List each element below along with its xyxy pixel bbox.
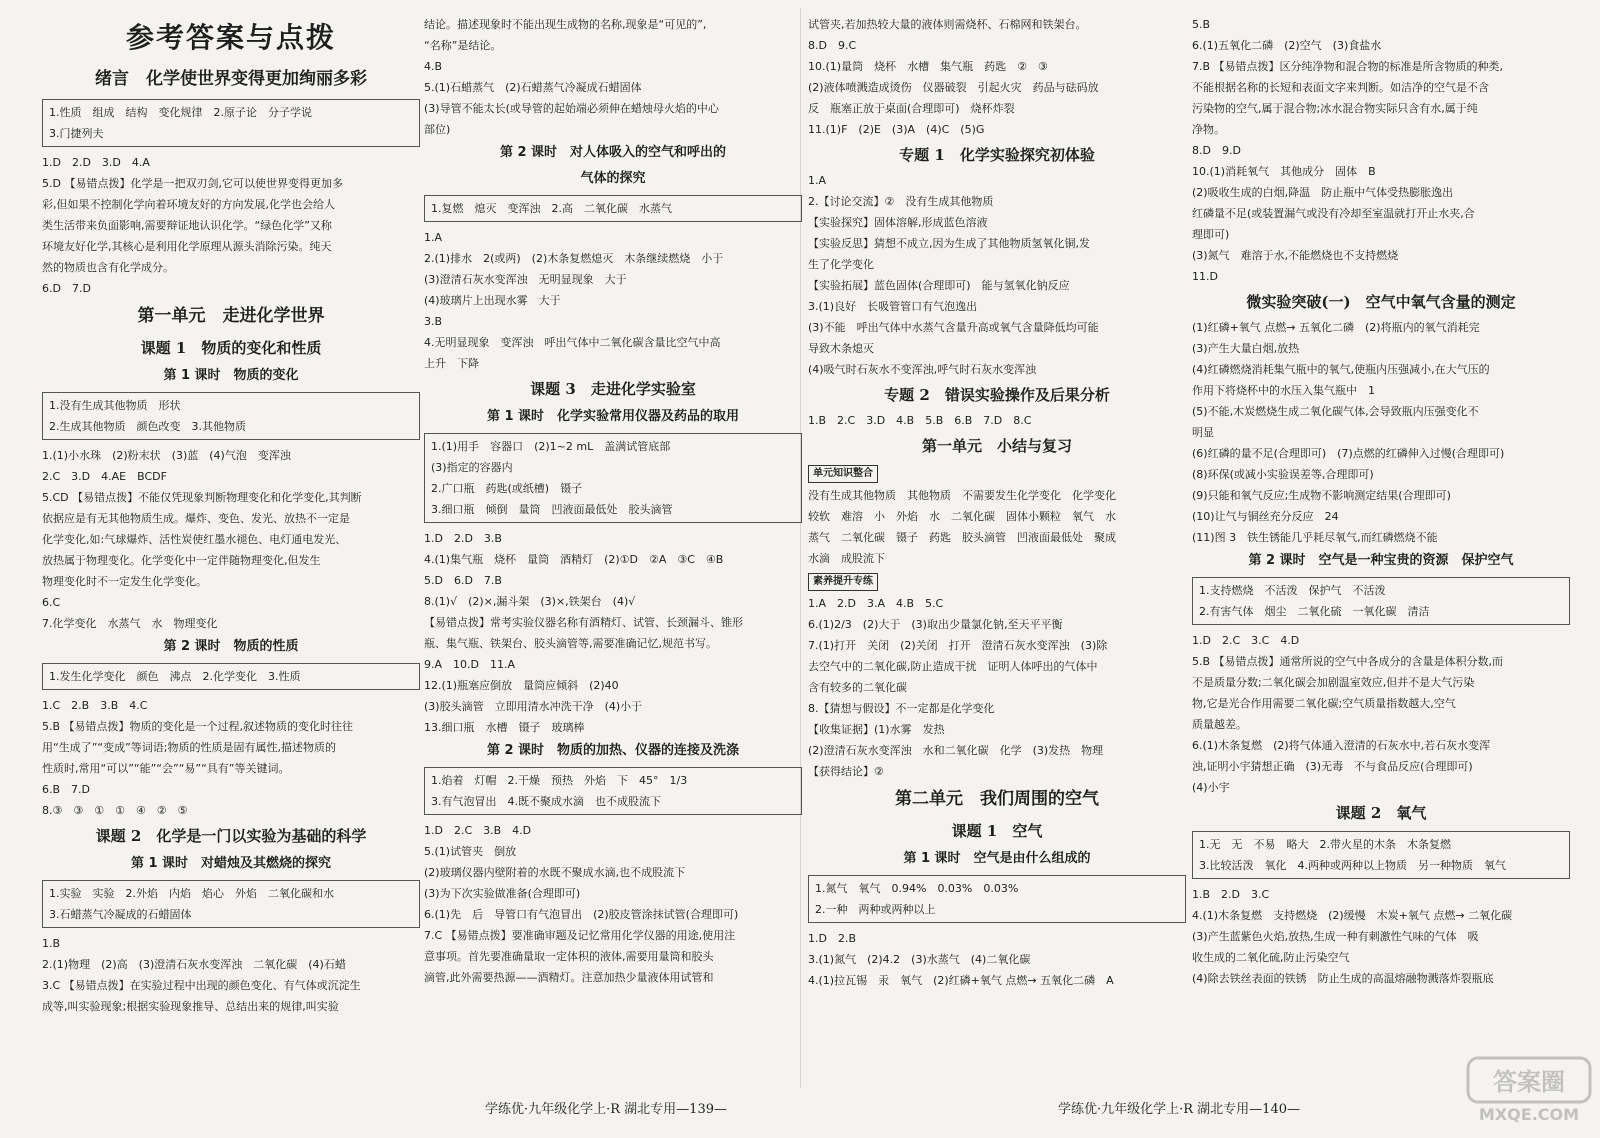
heading-topic-2-2: 课题 2 氧气 xyxy=(1335,804,1427,822)
heading-lesson-5: 第 1 课时 化学实验常用仪器及药品的取用 xyxy=(486,409,740,424)
text-line: 4.(1)木条复燃 支持燃烧 (2)缓慢 木炭+氧气 点燃→ 二氧化碳 xyxy=(1192,909,1513,922)
text-line: 5.B 【易错点拨】通常所说的空气中各成分的含量是体积分数,而 xyxy=(1192,655,1504,668)
answers-block xyxy=(1192,14,1570,287)
text-line: 10.(1)量筒 烧杯 水槽 集气瓶 药匙 ② ③ xyxy=(808,60,1048,73)
text-line: 8.③ ③ ① ① ④ ② ⑤ xyxy=(42,804,188,817)
text-line: 3.(1)良好 长吸管管口有气泡逸出 xyxy=(808,300,978,313)
text-line: 瓶、集气瓶、铁架台、胶头滴管等,需要准确记忆,规范书写。 xyxy=(424,637,717,650)
heading-topic-3: 课题 3 走进化学实验室 xyxy=(530,380,696,398)
text-line: 6.(1)先 后 导管口有气泡冒出 (2)胶皮管涂抹试管(合理即可) xyxy=(424,908,739,921)
text-line: 1.(1)用手 容器口 (2)1~2 mL 盖满试管底部 xyxy=(431,440,671,453)
text-line: 6.B 7.D xyxy=(42,783,91,796)
text-line: (3)为下次实验做准备(合理即可) xyxy=(424,887,581,900)
text-line: (8)环保(或减小实验误差等,合理即可) xyxy=(1192,468,1374,481)
text-line: 试管夹,若加热较大量的液体则需烧杯、石棉网和铁架台。 xyxy=(808,18,1087,31)
text-line: 1.D 2.D 3.D 4.A xyxy=(42,156,150,169)
text-line: 6.(1)木条复燃 (2)将气体通入澄清的石灰水中,若石灰水变浑 xyxy=(1192,739,1491,752)
text-line: 8.D 9.D xyxy=(1192,144,1241,157)
text-line: (3)氮气 难溶于水,不能燃烧也不支持燃烧 xyxy=(1192,249,1399,262)
text-line: 性质时,常用“可以”“能”“会”“易”“具有”等关键词。 xyxy=(42,762,290,775)
text-line: 4.B xyxy=(424,60,443,73)
text-line: 1.B xyxy=(42,937,61,950)
text-line: (3)产生大量白烟,放热 xyxy=(1192,342,1300,355)
text-line: 2.一种 两种或两种以上 xyxy=(815,903,936,916)
text-line: 导致木条熄灭 xyxy=(808,342,874,355)
heading-unit-1: 第一单元 走进化学世界 xyxy=(137,306,325,326)
text-line: 彩,但如果不控制化学向着环境友好的方向发展,化学也会给人 xyxy=(42,198,335,211)
text-line: (4)吸气时石灰水不变浑浊,呼气时石灰水变浑浊 xyxy=(808,363,1037,376)
text-line: 3.C 【易错点拨】在实验过程中出现的颜色变化、有气体或沉淀生 xyxy=(42,979,361,992)
text-line: (9)只能和氧气反应;生成物不影响测定结果(合理即可) xyxy=(1192,489,1451,502)
text-line: 1.支持燃烧 不活泼 保护气 不活泼 xyxy=(1199,584,1386,597)
text-line: 2.广口瓶 药匙(或纸槽) 镊子 xyxy=(431,482,583,495)
text-line: 6.(1)2/3 (2)大于 (3)取出少量氯化钠,至天平平衡 xyxy=(808,618,1063,631)
text-line: 【收集证据】(1)水雾 发热 xyxy=(808,723,945,736)
answers-block xyxy=(808,410,1186,431)
text-line: 1.A xyxy=(808,174,827,187)
text-line: 5.B xyxy=(1192,18,1211,31)
text-line: 1.焰着 灯帽 2.干燥 预热 外焰 下 45° 1/3 xyxy=(431,774,688,787)
answers-block xyxy=(424,820,802,988)
text-line: 3.B xyxy=(424,315,443,328)
text-line: 7.化学变化 水蒸气 水 物理变化 xyxy=(42,617,218,630)
section-tag: 素养提升专练 xyxy=(808,573,878,591)
text-line: 3.(1)氮气 (2)4.2 (3)水蒸气 (4)二氧化碳 xyxy=(808,953,1031,966)
text-line: 收生成的二氧化硫,防止污染空气 xyxy=(1192,951,1350,964)
heading-lesson-3: 第 1 课时 对蜡烛及其燃烧的探究 xyxy=(130,856,332,871)
answers-block xyxy=(808,170,1186,380)
text-line: 2.【讨论交流】② 没有生成其他物质 xyxy=(808,195,994,208)
text-line: 1.无 无 不易 略大 2.带火星的木条 木条复燃 xyxy=(1199,838,1451,851)
text-line: (3)胶头滴管 立即用清水冲洗干净 (4)小于 xyxy=(424,700,643,713)
text-line: 3.细口瓶 倾倒 量筒 凹液面最低处 胶头滴管 xyxy=(431,503,673,516)
answers-block xyxy=(1192,317,1570,548)
text-line: 1.实验 实验 2.外焰 内焰 焰心 外焰 二氧化碳和水 xyxy=(49,887,334,900)
text-line: 1.A xyxy=(424,231,443,244)
text-line: (4)除去铁丝表面的铁锈 防止生成的高温熔融物溅落炸裂瓶底 xyxy=(1192,972,1494,985)
answers-block xyxy=(424,14,802,140)
text-line: 1.A 2.D 3.A 4.B 5.C xyxy=(808,597,944,610)
heading-topic-2: 课题 2 化学是一门以实验为基础的科学 xyxy=(95,827,367,845)
text-line: 6.D 7.D xyxy=(42,282,91,295)
answers-block xyxy=(424,227,802,374)
text-line: 4.(1)集气瓶 烧杯 量筒 酒精灯 (2)①D ②A ③C ④B xyxy=(424,553,724,566)
heading-lesson-7: 第 1 课时 空气是由什么组成的 xyxy=(903,851,1091,866)
text-line: 净物。 xyxy=(1192,123,1225,136)
summary-box xyxy=(424,433,802,523)
column-3 xyxy=(808,14,1186,991)
text-line: 8.【猜想与假设】不一定都是化学变化 xyxy=(808,702,995,715)
text-line: 4.(1)拉瓦锡 汞 氧气 (2)红磷+氧气 点燃→ 五氧化二磷 A xyxy=(808,974,1114,987)
answers-block xyxy=(808,14,1186,140)
heading-topic-1: 课题 1 物质的变化和性质 xyxy=(140,339,322,357)
watermark-logo xyxy=(1466,1054,1592,1126)
text-line: 类生活带来负面影响,需要辩证地认识化学。“绿色化学”又称 xyxy=(42,219,332,232)
summary-box xyxy=(42,663,420,690)
text-line: 9.A 10.D 11.A xyxy=(424,658,516,671)
text-line: 【易错点拨】常考实验仪器名称有酒精灯、试管、长颈漏斗、锥形 xyxy=(424,616,743,629)
summary-box xyxy=(424,195,802,222)
text-line: 意事项。首先要准确量取一定体积的液体,需要用量筒和胶头 xyxy=(424,950,714,963)
text-line: 2.生成其他物质 颜色改变 3.其他物质 xyxy=(49,420,246,433)
text-line: (4)玻璃片上出现水雾 大于 xyxy=(424,294,561,307)
summary-box xyxy=(42,880,420,928)
text-line: 依据应是有无其他物质生成。爆炸、变色、发光、放热不一定是 xyxy=(42,512,350,525)
text-line: 1.D 2.C 3.B 4.D xyxy=(424,824,532,837)
text-line: 【实验探究】固体溶解,形成蓝色溶液 xyxy=(808,216,988,229)
text-line: (2)液体喷溅造成烫伤 仪器破裂 引起火灾 药品与砝码放 xyxy=(808,81,1099,94)
text-line: 3.石蜡蒸气冷凝成的石蜡固体 xyxy=(49,908,192,921)
text-line: (11)图 3 铁生锈能几乎耗尽氧气,而红磷燃烧不能 xyxy=(1192,531,1438,544)
text-line: 污染物的空气,属于混合物;冰水混合物实际只含有水,属于纯 xyxy=(1192,102,1478,115)
text-line: (3)不能 呼出气体中水蒸气含量升高或氧气含量降低均可能 xyxy=(808,321,1099,334)
text-line: 6.C xyxy=(42,596,61,609)
answers-block xyxy=(808,485,1186,569)
text-line: 去空气中的二氧化碳,防止造成干扰 证明人体呼出的气体中 xyxy=(808,660,1098,673)
text-line: 物理变化时不一定发生化学变化。 xyxy=(42,575,207,588)
text-line: 1.发生化学变化 颜色 沸点 2.化学变化 3.性质 xyxy=(49,670,301,683)
answers-block xyxy=(42,695,420,821)
text-line: 不能根据名称的长短和表面文字来判断。如洁净的空气是不含 xyxy=(1192,81,1489,94)
text-line: 2.C 3.D 4.AE BCDF xyxy=(42,470,167,483)
text-line: 1.复燃 熄灭 变浑浊 2.高 二氧化碳 水蒸气 xyxy=(431,202,672,215)
text-line: (2)玻璃仪器内壁附着的水既不聚成水滴,也不成股流下 xyxy=(424,866,686,879)
text-line: 1.C 2.B 3.B 4.C xyxy=(42,699,148,712)
answers-block xyxy=(424,528,802,738)
text-line: 7.(1)打开 关闭 (2)关闭 打开 澄清石灰水变浑浊 (3)除 xyxy=(808,639,1108,652)
text-line: 没有生成其他物质 其他物质 不需要发生化学变化 化学变化 xyxy=(808,489,1116,502)
answers-block xyxy=(808,928,1186,991)
text-line: 不是质量分数;二氧化碳会加剧温室效应,但并不是大气污染 xyxy=(1192,676,1475,689)
text-line: 2.(1)排水 2(或两) (2)木条复燃熄灭 木条继续燃烧 小于 xyxy=(424,252,724,265)
answers-block xyxy=(1192,630,1570,798)
text-line: 4.无明显现象 变浑浊 呼出气体中二氧化碳含量比空气中高 xyxy=(424,336,721,349)
text-line: (3)澄清石灰水变浑浊 无明显现象 大于 xyxy=(424,273,627,286)
page-footer-right: 学练优·九年级化学上·R 湖北专用—140— xyxy=(1058,1102,1300,1117)
text-line: 10.(1)消耗氧气 其他成分 固体 B xyxy=(1192,165,1376,178)
heading-lesson-2: 第 2 课时 物质的性质 xyxy=(163,639,299,654)
text-line: 环境友好化学,其核心是利用化学原理从源头消除污染。纯天 xyxy=(42,240,332,253)
text-line: 11.D xyxy=(1192,270,1218,283)
text-line: 8.D 9.C xyxy=(808,39,857,52)
heading-lesson-4-cont: 气体的探究 xyxy=(580,171,646,186)
text-line: (10)让气与铜丝充分反应 24 xyxy=(1192,510,1339,523)
section-tag: 单元知识整合 xyxy=(808,465,878,483)
answers-block xyxy=(42,445,420,634)
text-line: (4)小宇 xyxy=(1192,781,1230,794)
text-line: 然的物质也含有化学成分。 xyxy=(42,261,174,274)
text-line: 3.门捷列夫 xyxy=(49,127,104,140)
text-line: 水滴 成股流下 xyxy=(808,552,885,565)
text-line: 12.(1)瓶塞应倒放 量筒应倾斜 (2)40 xyxy=(424,679,619,692)
text-line: 1.性质 组成 结构 变化规律 2.原子论 分子学说 xyxy=(49,106,312,119)
text-line: 1.D 2.D 3.B xyxy=(424,532,502,545)
summary-box xyxy=(424,767,802,815)
text-line: 1.氮气 氧气 0.94% 0.03% 0.03% xyxy=(815,882,1019,895)
summary-box xyxy=(1192,577,1570,625)
text-line: (3)导管不能太长(或导管的起始端必须伸在蜡烛母火焰的中心 xyxy=(424,102,719,115)
column-4 xyxy=(1192,14,1570,989)
column-2 xyxy=(424,14,802,988)
heading-topic-2-1: 课题 1 空气 xyxy=(951,822,1043,840)
text-line: 1.D 2.B xyxy=(808,932,857,945)
text-line: 2.(1)物理 (2)高 (3)澄清石灰水变浑浊 二氧化碳 (4)石蜡 xyxy=(42,958,346,971)
text-line: (2)吸收生成的白烟,降温 防止瓶中气体受热膨胀逸出 xyxy=(1192,186,1454,199)
heading-special-topic-1: 专题 1 化学实验探究初体验 xyxy=(899,146,1095,164)
text-line: 化学变化,如:气球爆炸、活性炭使红墨水褪色、电灯通电发光、 xyxy=(42,533,347,546)
text-line: 3.比较活泼 氧化 4.两种或两种以上物质 另一种物质 氧气 xyxy=(1199,859,1506,872)
summary-box xyxy=(42,392,420,440)
text-line: 5.D 6.D 7.B xyxy=(424,574,502,587)
main-title: 参考答案与点拨 xyxy=(125,21,336,54)
text-line: 放热属于物理变化。化学变化中一定伴随物理变化,但发生 xyxy=(42,554,321,567)
heading-lesson-4: 第 2 课时 对人体吸入的空气和呼出的 xyxy=(499,145,727,160)
summary-box xyxy=(1192,831,1570,879)
text-line: 5.B 【易错点拨】物质的变化是一个过程,叙述物质的变化时往往 xyxy=(42,720,354,733)
text-line: 7.B 【易错点拨】区分纯净物和混合物的标准是所含物质的种类, xyxy=(1192,60,1504,73)
text-line: (2)澄清石灰水变浑浊 水和二氧化碳 化学 (3)发热 物理 xyxy=(808,744,1104,757)
text-line: 11.(1)F (2)E (3)A (4)C (5)G xyxy=(808,123,985,136)
heading-micro-experiment: 微实验突破(一) 空气中氧气含量的测定 xyxy=(1246,293,1516,311)
text-line: 8.(1)√ (2)×,漏斗架 (3)×,铁架台 (4)√ xyxy=(424,595,636,608)
text-line: 6.(1)五氧化二磷 (2)空气 (3)食盐水 xyxy=(1192,39,1382,52)
text-line: 明显 xyxy=(1192,426,1214,439)
answers-block xyxy=(808,593,1186,782)
text-line: 滴管,此外需要热源——酒精灯。注意加热少量液体用试管和 xyxy=(424,971,714,984)
text-line: 部位) xyxy=(424,123,451,136)
text-line: 质量越差。 xyxy=(1192,718,1247,731)
text-line: 成等,叫实验现象;根据实验现象推导、总结出来的规律,叫实验 xyxy=(42,1000,339,1013)
text-line: “名称”是结论。 xyxy=(424,39,502,52)
text-line: 1.B 2.D 3.C xyxy=(1192,888,1270,901)
heading-unit-2: 第二单元 我们周围的空气 xyxy=(895,789,1099,809)
text-line: 7.C 【易错点拨】要准确审题及记忆常用化学仪器的用途,使用注 xyxy=(424,929,736,942)
text-line: 【获得结论】② xyxy=(808,765,884,778)
text-line: (1)红磷+氧气 点燃→ 五氧化二磷 (2)将瓶内的氧气消耗完 xyxy=(1192,321,1480,334)
text-line: 5.(1)石蜡蒸气 (2)石蜡蒸气冷凝成石蜡固体 xyxy=(424,81,642,94)
answers-block xyxy=(42,152,420,299)
text-line: 3.有气泡冒出 4.既不聚成水滴 也不成股流下 xyxy=(431,795,661,808)
text-line: 红磷量不足(或装置漏气或没有冷却至室温就打开止水夹,合 xyxy=(1192,207,1475,220)
text-line: 【实验拓展】蓝色固体(合理即可) 能与氢氧化钠反应 xyxy=(808,279,1070,292)
page-footer-left: 学练优·九年级化学上·R 湖北专用—139— xyxy=(485,1102,727,1117)
text-line: 含有较多的二氧化碳 xyxy=(808,681,907,694)
text-line: 上升 下降 xyxy=(424,357,479,370)
text-line: 【实验反思】猜想不成立,因为生成了其他物质氢氧化铜,发 xyxy=(808,237,1090,250)
heading-xuyan: 绪言 化学使世界变得更加绚丽多彩 xyxy=(95,69,367,89)
text-line: 5.D 【易错点拨】化学是一把双刃剑,它可以使世界变得更加多 xyxy=(42,177,343,190)
summary-box xyxy=(42,99,420,147)
text-line: 较软 难溶 小 外焰 水 二氧化碳 固体小颗粒 氧气 水 xyxy=(808,510,1116,523)
text-line: 13.细口瓶 水槽 镊子 玻璃棒 xyxy=(424,721,585,734)
answers-block xyxy=(42,933,420,1017)
text-line: 结论。描述现象时不能出现生成物的名称,现象是“可见的”, xyxy=(424,18,707,31)
text-line: (3)指定的容器内 xyxy=(431,461,513,474)
text-line: 1.D 2.C 3.C 4.D xyxy=(1192,634,1300,647)
summary-box xyxy=(808,875,1186,923)
text-line: 5.CD 【易错点拨】不能仅凭现象判断物理变化和化学变化,其判断 xyxy=(42,491,362,504)
text-line: 作用下将烧杯中的水压入集气瓶中 1 xyxy=(1192,384,1375,397)
answers-block xyxy=(1192,884,1570,989)
text-line: 理即可) xyxy=(1192,228,1230,241)
watermark-cn: 答案圈 xyxy=(1493,1068,1565,1096)
heading-special-topic-2: 专题 2 错误实验操作及后果分析 xyxy=(884,386,1110,404)
heading-lesson-8: 第 2 课时 空气是一种宝贵的资源 保护空气 xyxy=(1248,553,1514,568)
text-line: (3)产生蓝紫色火焰,放热,生成一种有刺激性气味的气体 吸 xyxy=(1192,930,1479,943)
text-line: 用“生成了”“变成”等词语;物质的性质是固有属性,描述物质的 xyxy=(42,741,336,754)
text-line: 物,它是光合作用需要二氧化碳;空气质量指数越大,空气 xyxy=(1192,697,1456,710)
watermark-en: MXQE.COM xyxy=(1478,1105,1580,1124)
text-line: 生了化学变化 xyxy=(808,258,874,271)
text-line: 浊,证明小宇猜想正确 (3)无毒 不与食品反应(合理即可) xyxy=(1192,760,1473,773)
text-line: 反 瓶塞正放于桌面(合理即可) 烧杯炸裂 xyxy=(808,102,1015,115)
text-line: (4)红磷燃烧消耗集气瓶中的氧气,使瓶内压强减小,在大气压的 xyxy=(1192,363,1490,376)
column-1 xyxy=(42,14,420,1017)
text-line: 5.(1)试管夹 倒放 xyxy=(424,845,517,858)
text-line: 1.B 2.C 3.D 4.B 5.B 6.B 7.D 8.C xyxy=(808,414,1032,427)
text-line: 1.没有生成其他物质 形状 xyxy=(49,399,181,412)
text-line: 蒸气 二氧化碳 镊子 药匙 胶头滴管 凹液面最低处 聚成 xyxy=(808,531,1116,544)
text-line: 2.有害气体 烟尘 二氧化硫 一氧化碳 清洁 xyxy=(1199,605,1430,618)
text-line: (6)红磷的量不足(合理即可) (7)点燃的红磷伸入过慢(合理即可) xyxy=(1192,447,1505,460)
heading-lesson-1: 第 1 课时 物质的变化 xyxy=(163,368,299,383)
heading-lesson-6: 第 2 课时 物质的加热、仪器的连接及洗涤 xyxy=(486,743,740,758)
heading-unit-summary: 第一单元 小结与复习 xyxy=(921,437,1072,455)
text-line: (5)不能,木炭燃烧生成二氧化碳气体,会导致瓶内压强变化不 xyxy=(1192,405,1479,418)
text-line: 1.(1)小水珠 (2)粉末状 (3)蓝 (4)气泡 变浑浊 xyxy=(42,449,291,462)
